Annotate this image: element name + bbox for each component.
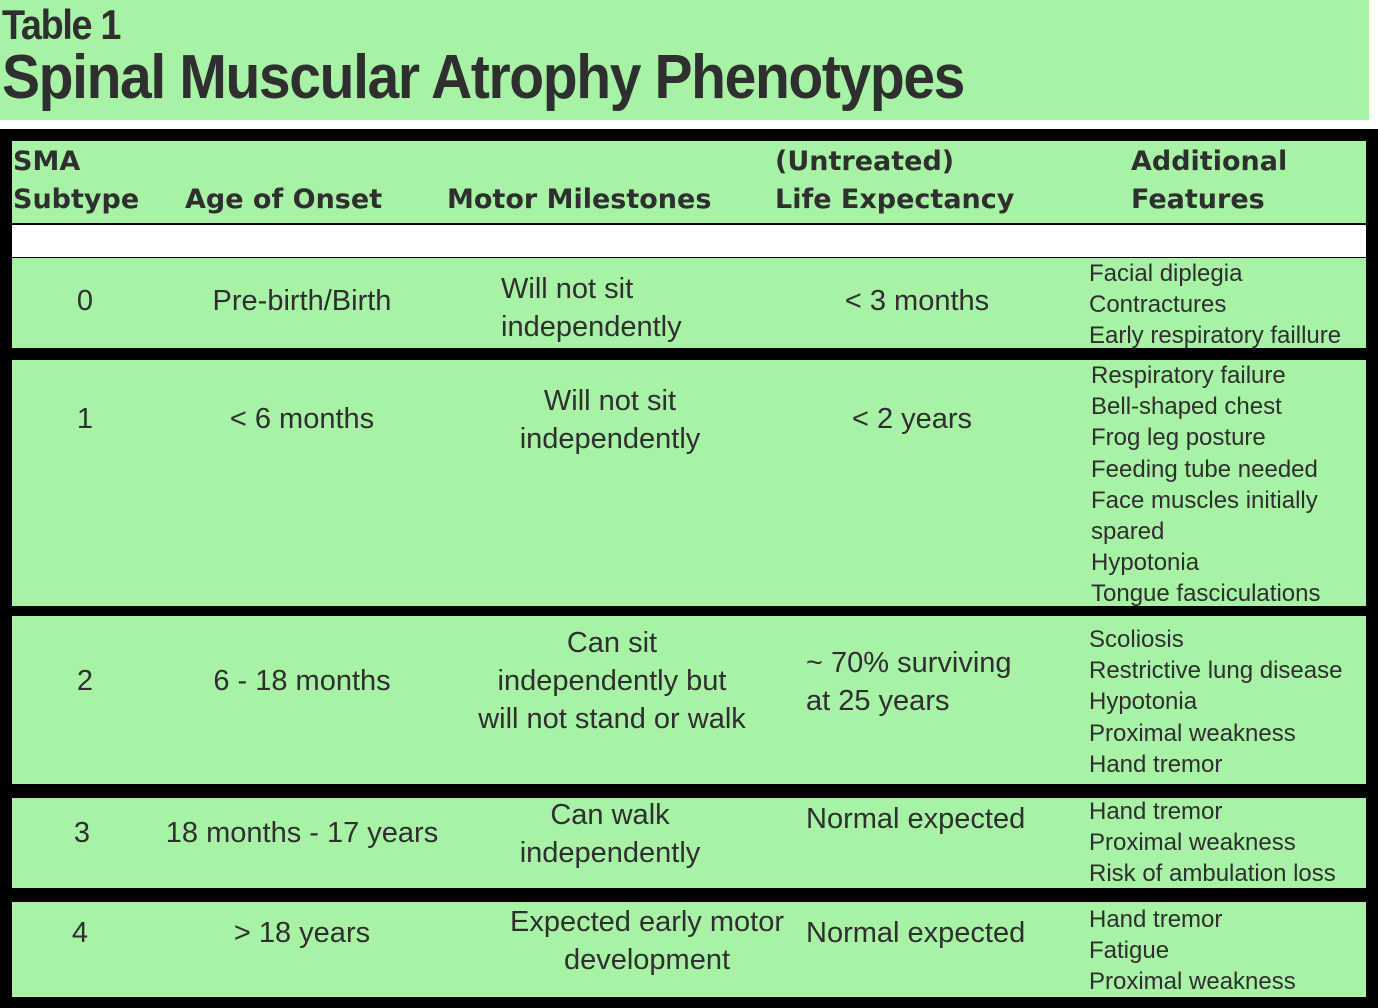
features-cell: Hand tremor Fatigue Proximal weakness <box>1089 906 1296 996</box>
features-cell: Facial diplegia Contractures Early respiratory faillure <box>1089 260 1342 350</box>
table-row <box>12 616 1366 784</box>
onset-cell: Pre-birth/Birth <box>212 285 392 317</box>
life-cell: ~ 70% surviving at 25 years <box>806 647 1012 717</box>
features-cell: Hand tremor Proximal weakness Risk of ambulation loss <box>1089 798 1336 888</box>
milestones-cell: Expected early motor development <box>509 906 784 976</box>
milestones-cell: Will not sit independently <box>519 385 701 455</box>
header-features: Additional Features <box>1131 146 1288 215</box>
page-title: Spinal Muscular Atrophy Phenotypes <box>2 43 965 112</box>
subtype-cell: 1 <box>76 403 94 435</box>
header-subtype: SMA Subtype <box>13 146 140 215</box>
life-cell: Normal expected <box>806 803 1026 835</box>
features-cell: Respiratory failure Bell-shaped chest Frog leg posture Feeding tube needed Face muscles initially spared Hypotonia Tongue fasciculations <box>1091 362 1321 608</box>
onset-cell: < 6 months <box>229 403 375 435</box>
onset-cell: 18 months - 17 years <box>165 817 439 849</box>
subtype-cell: 2 <box>76 665 94 697</box>
phenotype-table <box>0 129 1378 1008</box>
subtype-cell: 0 <box>76 285 94 317</box>
life-cell: < 2 years <box>851 403 973 435</box>
header-life-expectancy: (Untreated) Life Expectancy <box>775 146 1015 215</box>
milestones-cell: Can sit independently but will not stand or walk <box>478 627 746 735</box>
table-label: Table 1 <box>2 1 120 48</box>
table-row <box>12 360 1366 606</box>
table-row <box>12 258 1366 348</box>
features-cell: Scoliosis Restrictive lung disease Hypotonia Proximal weakness Hand tremor <box>1089 626 1343 778</box>
life-cell: Normal expected <box>806 917 1026 949</box>
life-cell: < 3 months <box>844 285 990 317</box>
table-row <box>12 798 1366 888</box>
header-onset: Age of Onset <box>185 184 383 215</box>
title-band <box>0 0 1369 120</box>
milestones-cell: Will not sit independently <box>501 273 682 343</box>
milestones-cell: Can walk independently <box>519 799 701 869</box>
onset-cell: 6 - 18 months <box>213 665 391 697</box>
header-milestones: Motor Milestones <box>447 184 712 215</box>
header-spacer <box>12 225 1366 257</box>
table-header <box>12 141 1366 223</box>
onset-cell: > 18 years <box>233 917 371 949</box>
subtype-cell: 4 <box>71 917 89 949</box>
table-row <box>12 902 1366 997</box>
subtype-cell: 3 <box>73 817 91 849</box>
